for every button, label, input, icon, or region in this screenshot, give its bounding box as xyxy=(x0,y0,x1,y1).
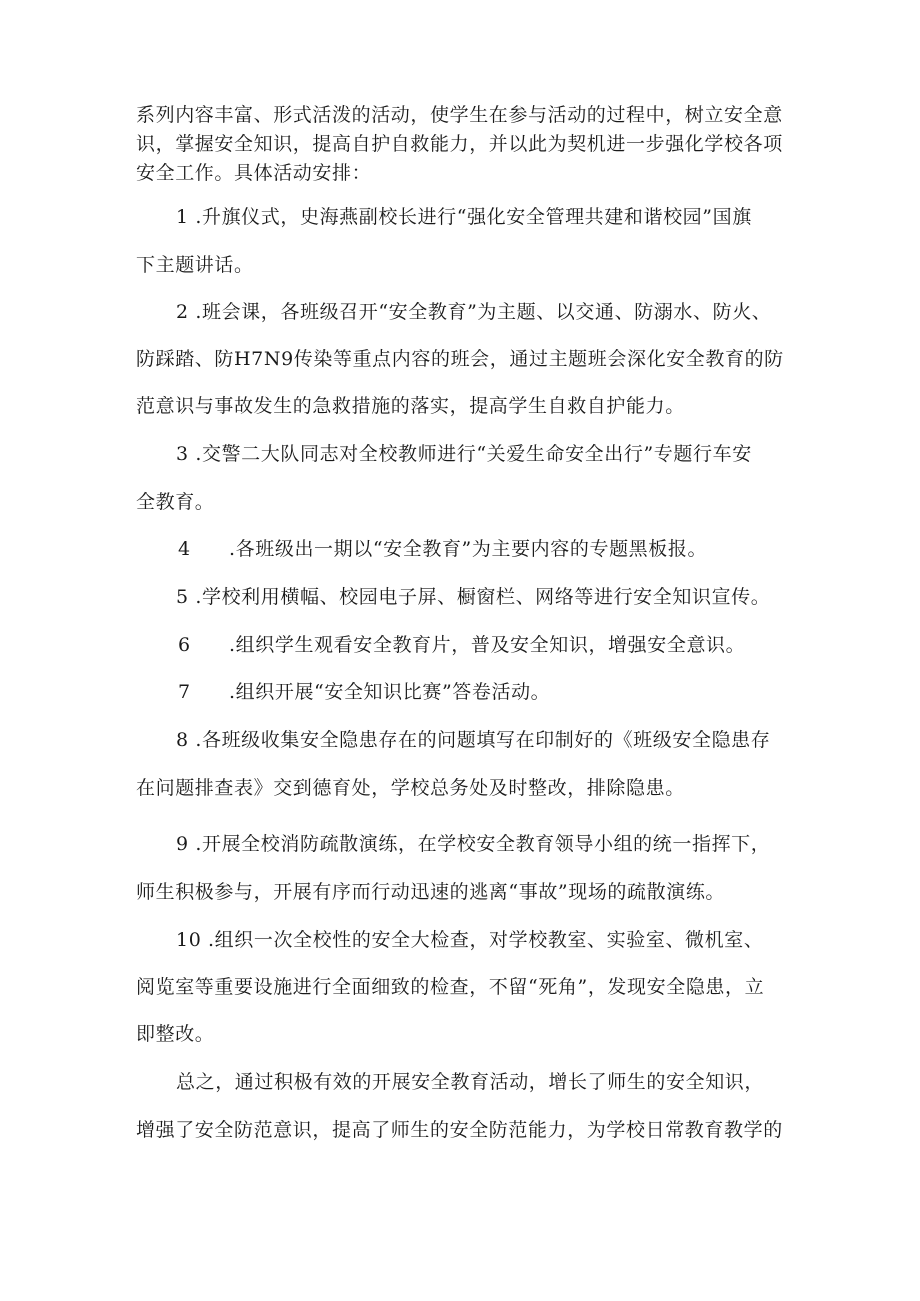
list-item-2-line-2: 防踩踏、防H7N9传染等重点内容的班会，通过主题班会深化安全教育的防 xyxy=(136,348,784,370)
list-item-10-line-3: 即整改。 xyxy=(136,1023,215,1045)
list-item-8-line-2: 在问题排查表》交到德育处，学校总务处及时整改，排除隐患。 xyxy=(136,777,685,799)
list-item-10-line-2: 阅览室等重要设施进行全面细致的检查，不留“死角”，发现安全隐患，立 xyxy=(136,976,765,998)
text-line: 识，掌握安全知识，提高自护自救能力，并以此为契机进一步强化学校各项 xyxy=(136,133,783,155)
summary-line-1: 总之，通过积极有效的开展安全教育活动，增长了师生的安全知识， xyxy=(176,1071,765,1093)
list-item-8-line-1: 8 .各班级收集安全隐患存在的问题填写在印制好的《班级安全隐患存 xyxy=(176,729,771,751)
list-item-4-number: 4 xyxy=(178,538,191,560)
list-item-4-line-1: .各班级出一期以“安全教育”为主要内容的专题黑板报。 xyxy=(229,538,708,560)
text-line: 安全工作。具体活动安排： xyxy=(136,162,372,184)
text-line: 系列内容丰富、形式活泼的活动，使学生在参与活动的过程中，树立安全意 xyxy=(136,104,783,126)
summary-line-2: 增强了安全防范意识，提高了师生的安全防范能力，为学校日常教育教学的 xyxy=(136,1119,783,1141)
list-item-9-line-1: 9 .开展全校消防疏散演练，在学校安全教育领导小组的统一指挥下， xyxy=(176,833,771,855)
list-item-5-line-1: 5 .学校利用横幅、校园电子屏、橱窗栏、网络等进行安全知识宣传。 xyxy=(176,586,771,608)
list-item-2-line-3: 范意识与事故发生的急救措施的落实，提高学生自救自护能力。 xyxy=(136,395,685,417)
list-item-7-line-1: .组织开展“安全知识比赛”答卷活动。 xyxy=(229,681,551,703)
list-item-10-line-1: 10 .组织一次全校性的安全大检查，对学校教室、实验室、微机室、 xyxy=(176,929,764,951)
list-item-2-line-1: 2 .班会课，各班级召开“安全教育”为主题、以交通、防溺水、防火、 xyxy=(176,301,772,323)
list-item-1-line-2: 下主题讲话。 xyxy=(136,254,254,276)
list-item-1-line-1: 1 .升旗仪式，史海燕副校长进行“强化安全管理共建和谐校园”国旗 xyxy=(176,206,752,228)
list-item-3-line-1: 3 .交警二大队同志对全校教师进行“关爱生命安全出行”专题行车安 xyxy=(176,443,752,465)
list-item-3-line-2: 全教育。 xyxy=(136,491,215,513)
list-item-6-number: 6 xyxy=(178,634,191,656)
list-item-7-number: 7 xyxy=(178,681,191,703)
list-item-6-line-1: .组织学生观看安全教育片，普及安全知识，增强安全意识。 xyxy=(229,634,746,656)
list-item-9-line-2: 师生积极参与，开展有序而行动迅速的逃离“事故”现场的疏散演练。 xyxy=(136,881,726,903)
